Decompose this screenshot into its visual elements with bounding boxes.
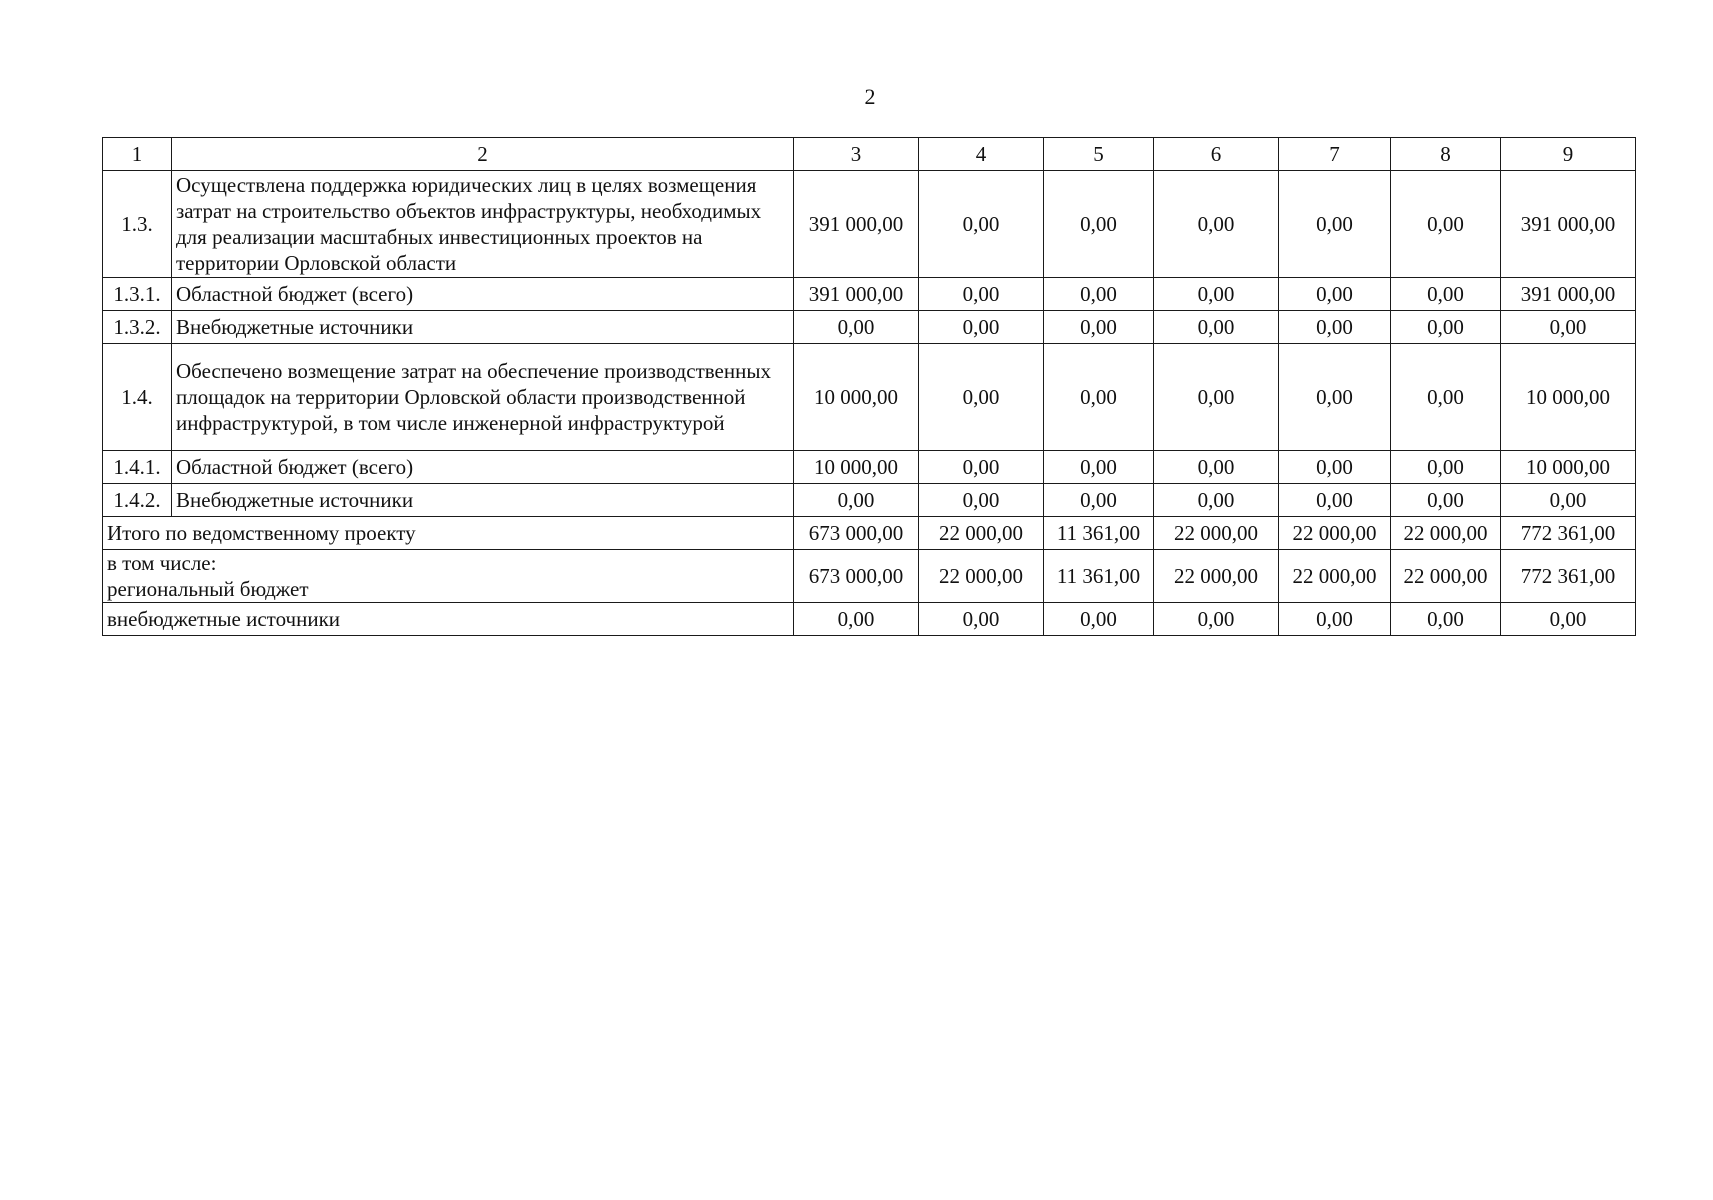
- value-cell: 0,00: [1044, 311, 1154, 344]
- header-cell: 5: [1044, 138, 1154, 171]
- value-cell: 22 000,00: [1391, 517, 1501, 550]
- table-row: [103, 171, 1636, 278]
- value-cell: 0,00: [1391, 344, 1501, 451]
- value-cell: 0,00: [1044, 603, 1154, 636]
- row-number: 1.3.: [103, 171, 172, 278]
- header-cell: 7: [1279, 138, 1391, 171]
- row-name: Обеспечено возмещение затрат на обеспечение производственных площадок на территории Орловской области производственной инфраструктурой, в том числе инженерной инфраструктурой: [172, 344, 794, 451]
- value-cell: 391 000,00: [1501, 278, 1636, 311]
- value-cell: 10 000,00: [1501, 451, 1636, 484]
- value-cell: 0,00: [1044, 171, 1154, 278]
- value-cell: 673 000,00: [794, 517, 919, 550]
- value-cell: 0,00: [1154, 278, 1279, 311]
- total-row: [103, 550, 1636, 603]
- row-number: 1.4.1.: [103, 451, 172, 484]
- value-cell: 22 000,00: [1279, 517, 1391, 550]
- value-cell: 0,00: [1279, 603, 1391, 636]
- header-cell: 6: [1154, 138, 1279, 171]
- value-cell: 391 000,00: [794, 278, 919, 311]
- value-cell: 0,00: [1501, 484, 1636, 517]
- row-name: Внебюджетные источники: [172, 484, 794, 517]
- row-name: Осуществлена поддержка юридических лиц в целях возмещения затрат на строительство объектов инфраструктуры, необходимых для реализации масштабных инвестиционных проектов на территории Орловской области: [172, 171, 794, 278]
- header-cell: 2: [172, 138, 794, 171]
- table-row: [103, 451, 1636, 484]
- total-label: Итого по ведомственному проекту: [103, 517, 794, 550]
- value-cell: 10 000,00: [1501, 344, 1636, 451]
- value-cell: 0,00: [919, 484, 1044, 517]
- value-cell: 0,00: [1279, 311, 1391, 344]
- value-cell: 10 000,00: [794, 344, 919, 451]
- value-cell: 0,00: [794, 603, 919, 636]
- value-cell: 22 000,00: [1154, 517, 1279, 550]
- value-cell: 0,00: [1391, 603, 1501, 636]
- header-cell: 9: [1501, 138, 1636, 171]
- value-cell: 0,00: [919, 344, 1044, 451]
- table-row: [103, 344, 1636, 451]
- value-cell: 0,00: [1279, 278, 1391, 311]
- header-cell: 3: [794, 138, 919, 171]
- value-cell: 10 000,00: [794, 451, 919, 484]
- value-cell: 0,00: [919, 603, 1044, 636]
- value-cell: 11 361,00: [1044, 550, 1154, 603]
- value-cell: 0,00: [919, 451, 1044, 484]
- value-cell: 673 000,00: [794, 550, 919, 603]
- row-name: Областной бюджет (всего): [172, 451, 794, 484]
- value-cell: 0,00: [1154, 344, 1279, 451]
- value-cell: 0,00: [1154, 311, 1279, 344]
- value-cell: 0,00: [1279, 344, 1391, 451]
- header-cell: 8: [1391, 138, 1501, 171]
- row-name: Внебюджетные источники: [172, 311, 794, 344]
- value-cell: 0,00: [1501, 603, 1636, 636]
- row-number: 1.4.: [103, 344, 172, 451]
- value-cell: 0,00: [1391, 171, 1501, 278]
- value-cell: 22 000,00: [919, 550, 1044, 603]
- value-cell: 772 361,00: [1501, 517, 1636, 550]
- value-cell: 0,00: [1391, 484, 1501, 517]
- value-cell: 22 000,00: [1154, 550, 1279, 603]
- value-cell: 0,00: [1279, 451, 1391, 484]
- value-cell: 0,00: [1391, 278, 1501, 311]
- value-cell: 22 000,00: [1279, 550, 1391, 603]
- header-row: [103, 138, 1636, 171]
- value-cell: 0,00: [1279, 171, 1391, 278]
- total-label: внебюджетные источники: [103, 603, 794, 636]
- page-number: 2: [864, 84, 876, 109]
- value-cell: 772 361,00: [1501, 550, 1636, 603]
- budget-table: [102, 137, 1636, 636]
- value-cell: 391 000,00: [794, 171, 919, 278]
- row-number: 1.3.1.: [103, 278, 172, 311]
- row-number: 1.3.2.: [103, 311, 172, 344]
- value-cell: 0,00: [1044, 278, 1154, 311]
- value-cell: 0,00: [919, 278, 1044, 311]
- total-label-line: в том числе:: [107, 551, 217, 575]
- value-cell: 0,00: [919, 311, 1044, 344]
- value-cell: 0,00: [1154, 484, 1279, 517]
- value-cell: 22 000,00: [1391, 550, 1501, 603]
- header-cell: 1: [103, 138, 172, 171]
- total-row: [103, 603, 1636, 636]
- value-cell: 22 000,00: [919, 517, 1044, 550]
- row-number: 1.4.2.: [103, 484, 172, 517]
- value-cell: 0,00: [1279, 484, 1391, 517]
- row-name: Областной бюджет (всего): [172, 278, 794, 311]
- value-cell: 0,00: [1391, 311, 1501, 344]
- value-cell: 11 361,00: [1044, 517, 1154, 550]
- table-row: [103, 311, 1636, 344]
- total-label: [103, 550, 794, 603]
- value-cell: 0,00: [794, 311, 919, 344]
- table-row: [103, 278, 1636, 311]
- value-cell: 0,00: [1044, 484, 1154, 517]
- value-cell: 0,00: [919, 171, 1044, 278]
- value-cell: 0,00: [1154, 171, 1279, 278]
- value-cell: 0,00: [1044, 451, 1154, 484]
- value-cell: 0,00: [794, 484, 919, 517]
- table-row: [103, 484, 1636, 517]
- value-cell: 0,00: [1501, 311, 1636, 344]
- value-cell: 0,00: [1044, 344, 1154, 451]
- value-cell: 0,00: [1154, 451, 1279, 484]
- value-cell: 0,00: [1391, 451, 1501, 484]
- total-row: [103, 517, 1636, 550]
- value-cell: 391 000,00: [1501, 171, 1636, 278]
- value-cell: 0,00: [1154, 603, 1279, 636]
- header-cell: 4: [919, 138, 1044, 171]
- total-label-line: региональный бюджет: [107, 577, 309, 601]
